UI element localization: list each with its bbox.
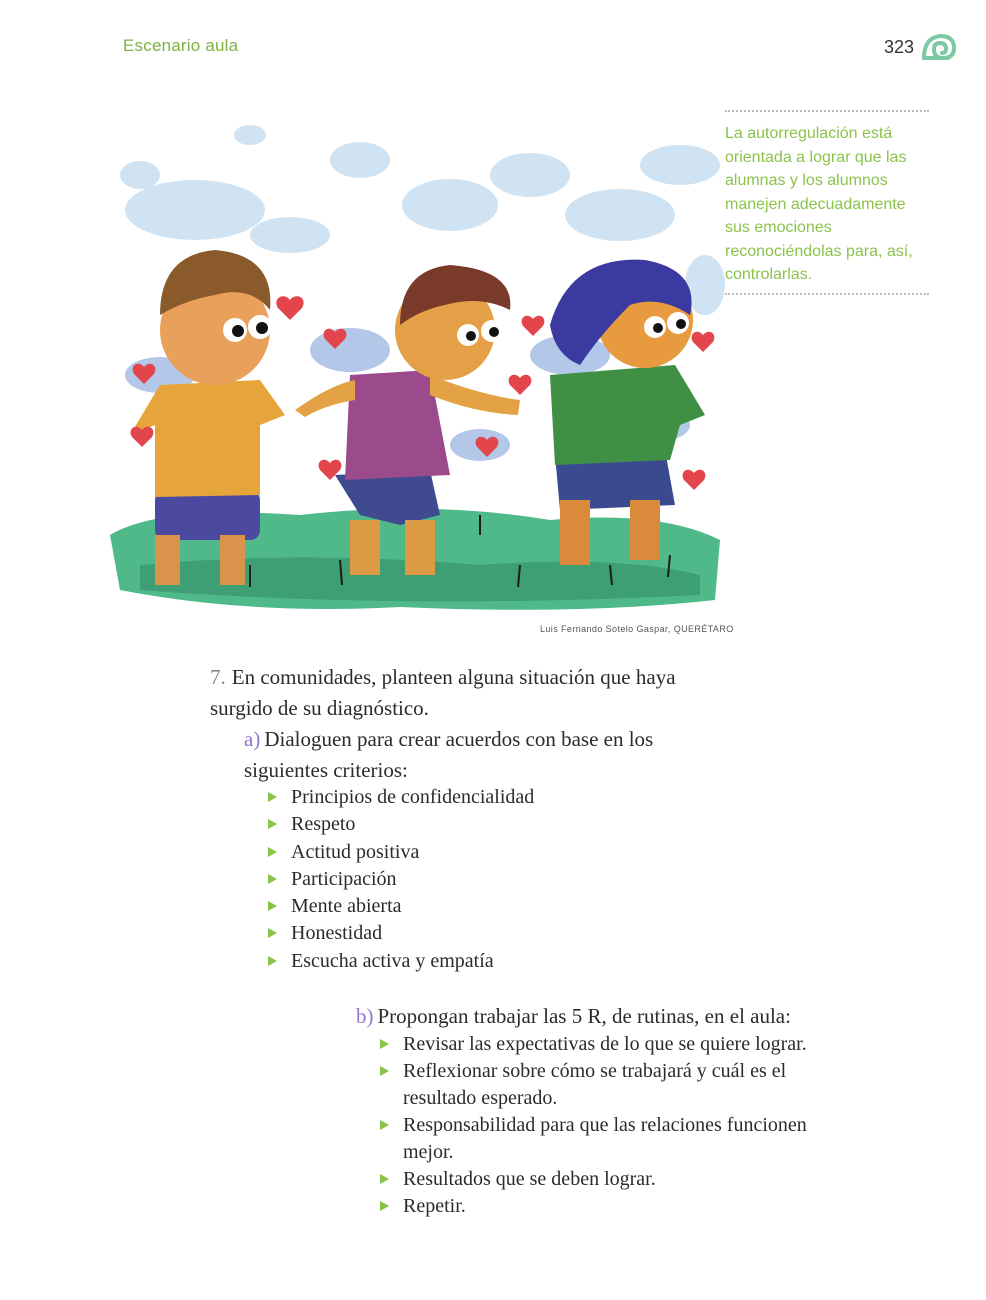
arrow-bullet-icon <box>380 1201 389 1211</box>
credit-name: Luis Fernando Sotelo Gaspar, <box>540 624 671 634</box>
part-a-letter: a) <box>244 727 261 751</box>
part-b-letter: b) <box>356 1004 374 1028</box>
list-item: Principios de confidencialidad <box>268 784 534 811</box>
list-item: Repetir. <box>380 1193 820 1220</box>
part-a-text: Dialoguen para crear acuerdos con base en los siguientes criterios: <box>244 727 654 782</box>
arrow-bullet-icon <box>268 928 277 938</box>
list-item: Responsabilidad para que las relaciones funcionen mejor. <box>380 1112 820 1166</box>
activity-number: 7. <box>210 665 226 689</box>
activity-text: En comunidades, planteen alguna situación que haya surgido de su diagnóstico. <box>210 665 676 720</box>
arrow-bullet-icon <box>268 847 277 857</box>
list-item: Revisar las expectativas de lo que se quiere lograr. <box>380 1031 820 1058</box>
list-item: Mente abierta <box>268 893 534 920</box>
section-title: Escenario aula <box>123 36 239 55</box>
part-b-text: Propongan trabajar las 5 R, de rutinas, en el aula: <box>377 1004 791 1028</box>
credit-place: QUERÉTARO <box>673 624 734 634</box>
routines-list <box>380 1031 820 1220</box>
list-item: Actitud positiva <box>268 839 534 866</box>
page-header-right <box>884 32 956 62</box>
criteria-list <box>268 784 534 975</box>
arrow-bullet-icon <box>380 1039 389 1049</box>
list-item: Escucha activa y empatía <box>268 948 534 975</box>
activity-7 <box>210 662 710 724</box>
list-item: Resultados que se deben lograr. <box>380 1166 820 1193</box>
page-number: 323 <box>883 36 914 57</box>
arrow-bullet-icon <box>268 956 277 966</box>
illustration-credit <box>540 624 734 634</box>
list-item: Participación <box>268 866 534 893</box>
arrow-bullet-icon <box>380 1174 389 1184</box>
arrow-bullet-icon <box>380 1120 389 1130</box>
arrow-bullet-icon <box>268 819 277 829</box>
arrow-bullet-icon <box>268 792 277 802</box>
sidenote: La autorregulación está orientada a lograr que las alumnas y los alumnos manejen adecuadamente sus emociones reconociéndolas para, así, controlarlas. <box>725 110 929 295</box>
part-a <box>244 724 724 786</box>
snail-spiral-icon <box>922 32 956 62</box>
part-b <box>356 1001 826 1032</box>
arrow-bullet-icon <box>380 1066 389 1076</box>
children-holding-hands-illustration <box>100 95 730 620</box>
arrow-bullet-icon <box>268 901 277 911</box>
list-item: Honestidad <box>268 920 534 947</box>
arrow-bullet-icon <box>268 874 277 884</box>
list-item: Reflexionar sobre cómo se trabajará y cuál es el resultado esperado. <box>380 1058 820 1112</box>
list-item: Respeto <box>268 811 534 838</box>
